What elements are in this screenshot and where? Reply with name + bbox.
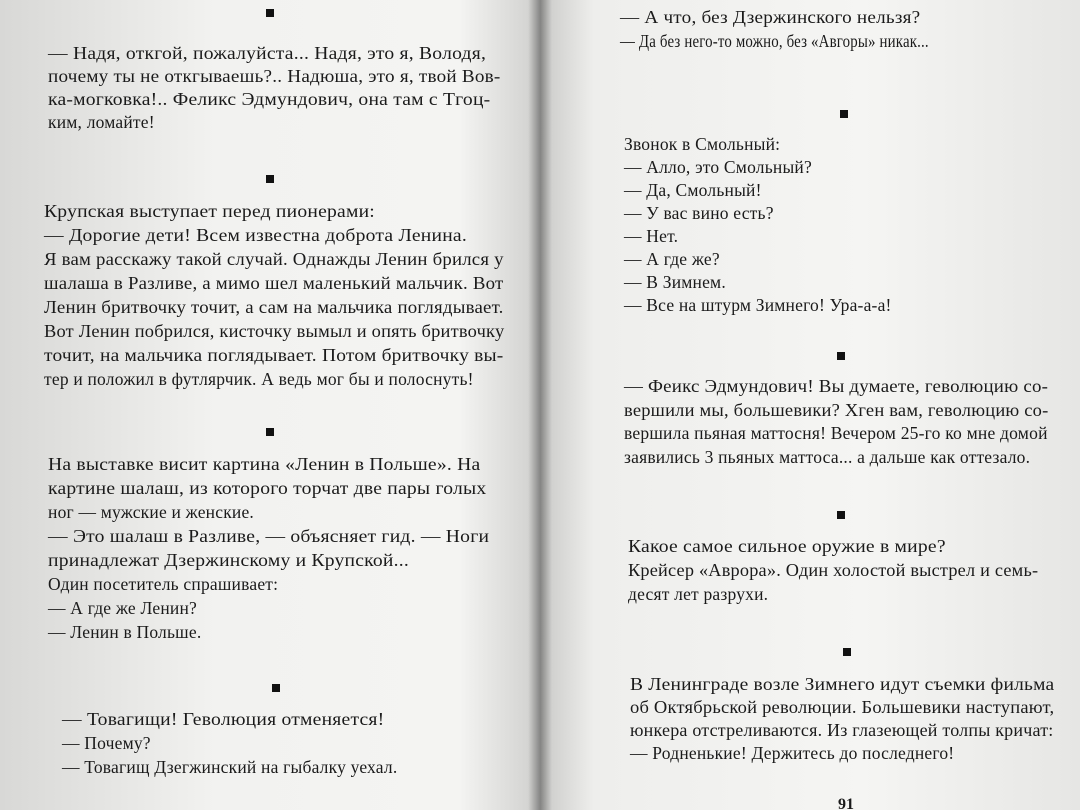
text-line: ка-могковка!.. Феликс Эдмундович, она там с Тгоц- xyxy=(48,89,491,109)
text-line: — А где же? xyxy=(624,249,720,269)
text-line: — Все на штурм Зимнего! Ура-а-а! xyxy=(624,295,892,315)
text-line: Крейсер «Аврора». Один холостой выстрел и семь- xyxy=(628,560,1039,580)
section-bullet xyxy=(840,110,848,118)
text-line: Один посетитель спрашивает: xyxy=(48,574,279,594)
page-number: 91 xyxy=(838,796,854,810)
text-line: Ленин бритвочку точит, а сам на мальчика поглядывает. xyxy=(44,297,504,317)
text-line: ким, ломайте! xyxy=(48,112,155,132)
text-line: ног — мужские и женские. xyxy=(48,502,254,522)
text-line: вершила пьяная маттосня! Вечером 25-го ко мне домой xyxy=(624,423,1048,443)
section-bullet xyxy=(266,428,274,436)
text-line: — Дорогие дети! Всем известна доброта Ленина. xyxy=(44,225,467,245)
section-bullet xyxy=(272,684,280,692)
text-line: — Надя, откгой, пожалуйста... Надя, это я, Володя, xyxy=(48,43,487,63)
section-bullet xyxy=(266,9,274,17)
text-line: — Алло, это Смольный? xyxy=(624,157,812,177)
text-line: В Ленинграде возле Зимнего идут съемки фильма xyxy=(630,674,1055,694)
text-line: — В Зимнем. xyxy=(624,272,726,292)
text-line: — Да без него-то можно, без «Авгоры» никак... xyxy=(620,31,929,51)
text-line: вершили мы, большевики? Хген вам, геволюцию со- xyxy=(624,399,1049,420)
text-line: — Почему? xyxy=(62,733,151,753)
text-line: — Родненькие! Держитесь до последнего! xyxy=(630,743,955,763)
text-line: — Феикс Эдмундович! Вы думаете, геволюцию со- xyxy=(624,376,1049,396)
text-line: почему ты не откгываешь?.. Надюша, это я, твой Вов- xyxy=(48,66,501,86)
section-bullet xyxy=(837,511,845,519)
text-line: тер и положил в футлярчик. А ведь мог бы и полоснуть! xyxy=(44,369,474,389)
text-line: — Ленин в Польше. xyxy=(48,622,202,642)
text-line: юнкера отстреливаются. Из глазеющей толпы кричат: xyxy=(630,720,1054,740)
section-bullet xyxy=(843,648,851,656)
text-line: — Товагищ Дзегжинский на гыбалку уехал. xyxy=(62,757,398,777)
text-line: — У вас вино есть? xyxy=(624,203,774,223)
text-line: — Нет. xyxy=(624,226,679,246)
text-line: точит, на мальчика поглядывает. Потом бритвочку вы- xyxy=(44,345,504,365)
section-bullet xyxy=(266,175,274,183)
text-line: На выставке висит картина «Ленин в Польше». На xyxy=(48,454,481,474)
text-line: заявились 3 пьяных маттоса... а дальше как оттезало. xyxy=(624,446,1031,467)
text-line: Крупская выступает перед пионерами: xyxy=(44,201,375,221)
text-line: — Товагищи! Геволюция отменяется! xyxy=(62,709,385,729)
text-line: об Октябрьской революции. Большевики наступают, xyxy=(630,697,1055,717)
text-line: десят лет разрухи. xyxy=(628,584,769,604)
text-line: — А что, без Дзержинского нельзя? xyxy=(620,7,921,27)
text-line: шалаша в Разливе, а мимо шел маленький мальчик. Вот xyxy=(44,273,504,293)
text-line: — Это шалаш в Разливе, — объясняет гид. — Ноги xyxy=(48,526,490,546)
text-line: Звонок в Смольный: xyxy=(624,134,781,154)
text-line: — А где же Ленин? xyxy=(48,598,198,618)
text-line: — Да, Смольный! xyxy=(624,180,762,200)
section-bullet xyxy=(837,352,845,360)
text-line: Какое самое сильное оружие в мире? xyxy=(628,536,946,556)
text-line: Вот Ленин побрился, кисточку вымыл и опять бритвочку xyxy=(44,321,505,341)
text-line: принадлежат Дзержинскому и Крупской... xyxy=(48,550,410,570)
right-page xyxy=(540,0,1080,810)
text-line: Я вам расскажу такой случай. Однажды Ленин брился у xyxy=(44,249,504,269)
text-line: картине шалаш, из которого торчат две пары голых xyxy=(48,478,487,498)
